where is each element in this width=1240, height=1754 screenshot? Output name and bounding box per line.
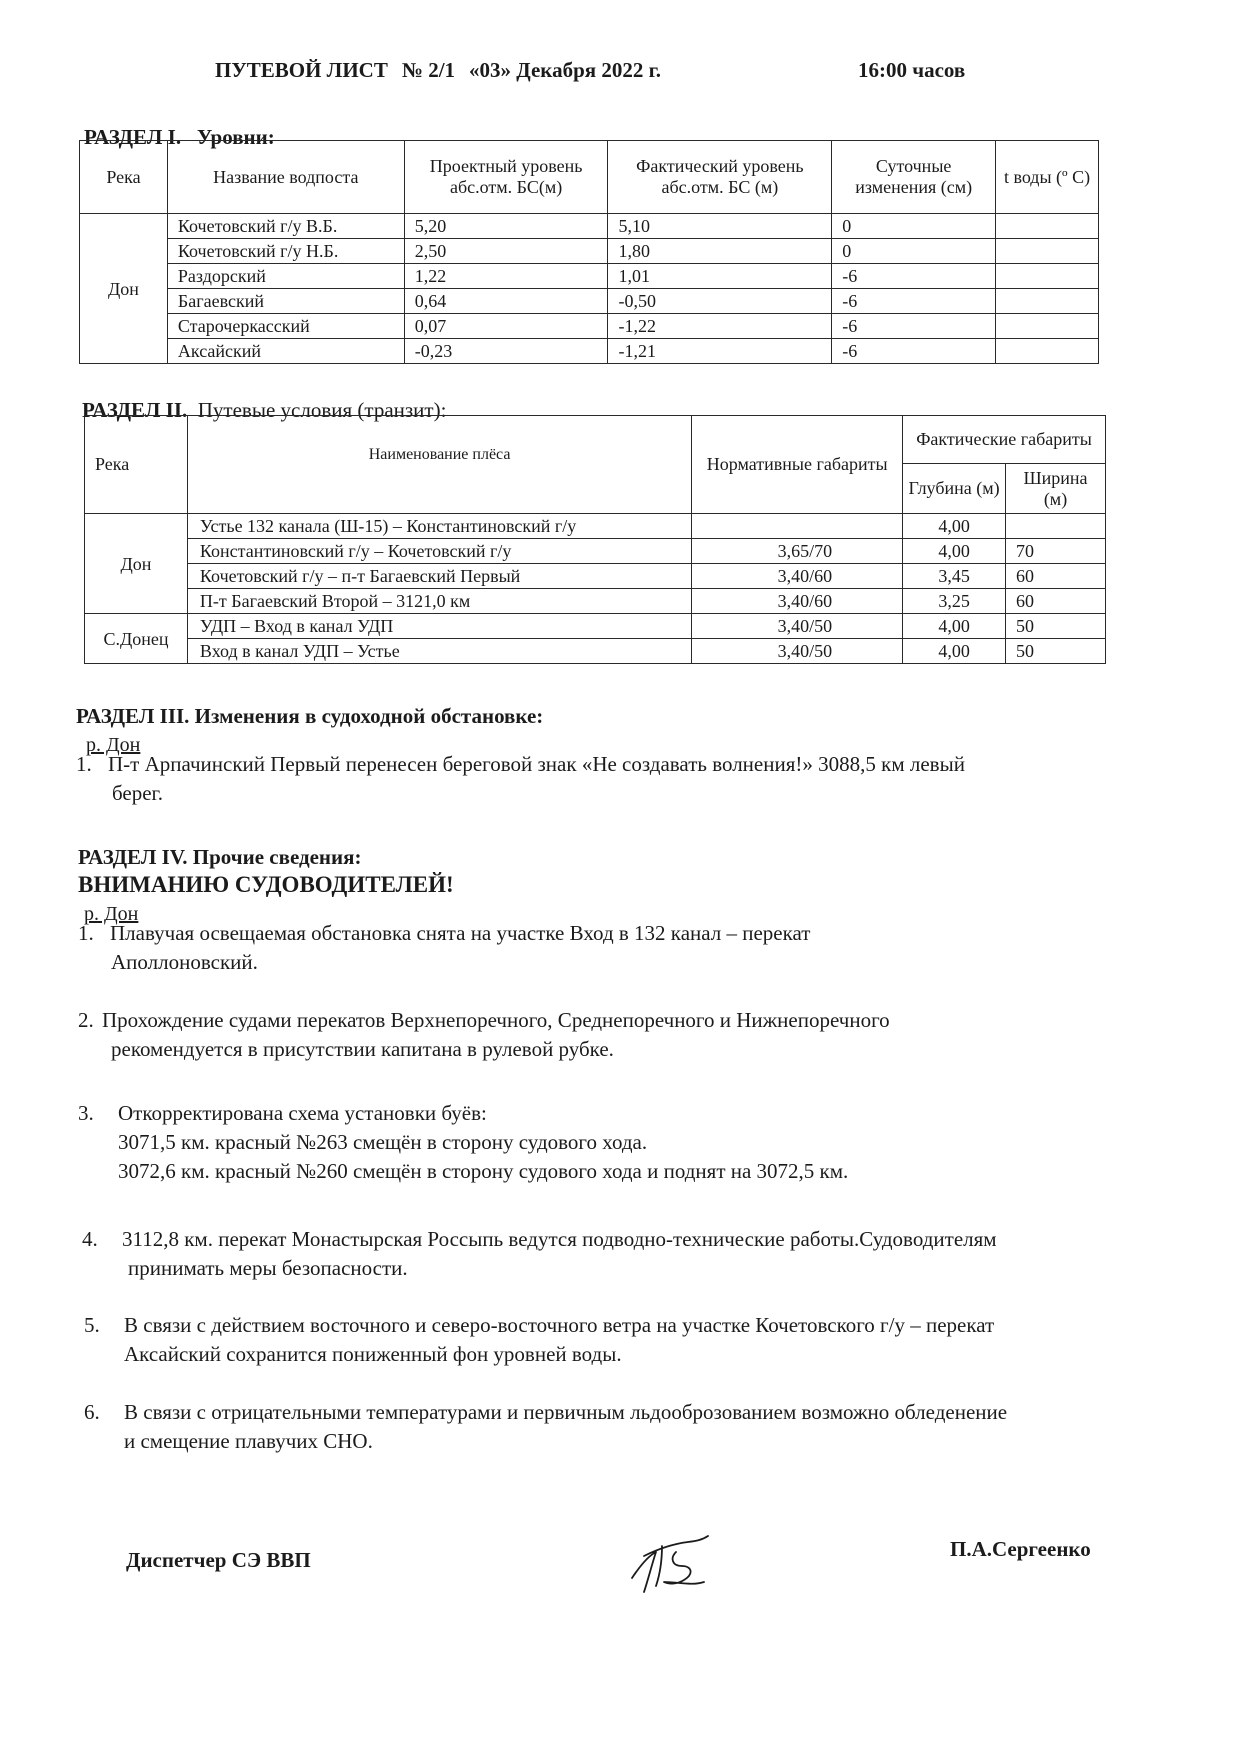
transit-table xyxy=(84,415,1106,664)
normative-cell: 3,40/60 xyxy=(692,564,903,589)
project-cell: 0,07 xyxy=(404,314,608,339)
temp-cell xyxy=(996,214,1099,239)
depth-cell: 4,00 xyxy=(903,514,1006,539)
sheet-time: 16:00 часов xyxy=(858,58,966,82)
change-cell: 0 xyxy=(832,239,996,264)
temp-cell xyxy=(996,314,1099,339)
item-text-cont: 3071,5 км. красный №263 смещён в сторону судового хода. xyxy=(118,1130,648,1154)
item-text: П-т Арпачинский Первый перенесен береговой знак «Не создавать волнения!» 3088,5 км левый xyxy=(108,752,965,776)
width-cell: 60 xyxy=(1006,564,1106,589)
section2-title: Путевые условия (транзит): xyxy=(197,398,447,422)
list-item xyxy=(78,919,1078,977)
normative-cell: 3,40/60 xyxy=(692,589,903,614)
project-cell: 0,64 xyxy=(404,289,608,314)
item-text-cont: Аполлоновский. xyxy=(111,950,258,974)
document-title xyxy=(215,58,661,83)
normative-cell xyxy=(692,514,903,539)
sheet-number: № 2/1 xyxy=(401,58,456,82)
item-number: 2. xyxy=(78,1008,94,1032)
levels-table xyxy=(79,140,1099,364)
item-text: Откорректирована схема установки буёв: xyxy=(118,1101,487,1125)
width-cell xyxy=(1006,514,1106,539)
temp-cell xyxy=(996,239,1099,264)
width-cell: 50 xyxy=(1006,614,1106,639)
post-cell: Старочеркасский xyxy=(167,314,404,339)
table-row xyxy=(80,314,1099,339)
table-row xyxy=(85,614,1106,639)
section1-label: РАЗДЕЛ I. xyxy=(84,125,182,149)
list-item xyxy=(84,1311,1204,1369)
depth-cell: 3,25 xyxy=(903,589,1006,614)
width-cell: 60 xyxy=(1006,589,1106,614)
depth-cell: 4,00 xyxy=(903,539,1006,564)
stretch-cell: П-т Багаевский Второй – 3121,0 км xyxy=(187,589,691,614)
table-row xyxy=(85,589,1106,614)
temp-cell xyxy=(996,289,1099,314)
section3-heading: РАЗДЕЛ III. Изменения в судоходной обстановке: xyxy=(76,704,544,728)
project-cell: 5,20 xyxy=(404,214,608,239)
project-cell: 2,50 xyxy=(404,239,608,264)
col-width: Ширина (м) xyxy=(1006,464,1106,514)
item-text: В связи с отрицательными температурами и первичным льдооброзованием возможно обледенение xyxy=(124,1400,1008,1424)
item-number: 1. xyxy=(76,752,92,776)
actual-cell: 1,80 xyxy=(608,239,832,264)
width-cell: 50 xyxy=(1006,639,1106,664)
levels-table-header xyxy=(80,141,1099,214)
change-cell: -6 xyxy=(832,314,996,339)
item-text-cont: берег. xyxy=(112,781,164,805)
sheet-date: «03» Декабря 2022 г. xyxy=(469,58,662,82)
project-cell: 1,22 xyxy=(404,264,608,289)
post-cell: Багаевский xyxy=(167,289,404,314)
width-cell: 70 xyxy=(1006,539,1106,564)
col-actual-level: Фактический уровень абс.отм. БС (м) xyxy=(608,141,832,214)
item-text: 3112,8 км. перекат Монастырская Россыпь ведутся подводно-технические работы.Судоводителям xyxy=(122,1227,997,1251)
normative-cell: 3,40/50 xyxy=(692,639,903,664)
river-cell: С.Донец xyxy=(85,614,188,664)
section1-title: Уровни: xyxy=(196,125,275,149)
change-cell: -6 xyxy=(832,339,996,364)
stretch-cell: Вход в канал УДП – Устье xyxy=(187,639,691,664)
stretch-cell: Константиновский г/у – Кочетовский г/у xyxy=(187,539,691,564)
stretch-cell: Кочетовский г/у – п-т Багаевский Первый xyxy=(187,564,691,589)
change-cell: 0 xyxy=(832,214,996,239)
section3-river: р. Дон xyxy=(86,734,141,756)
section2-label: РАЗДЕЛ II. xyxy=(82,398,188,422)
table-row xyxy=(85,514,1106,539)
actual-cell: 1,01 xyxy=(608,264,832,289)
river-cell: Дон xyxy=(85,514,188,614)
actual-cell: 5,10 xyxy=(608,214,832,239)
item-number: 6. xyxy=(84,1400,100,1424)
post-cell: Аксайский xyxy=(167,339,404,364)
post-cell: Кочетовский г/у В.Б. xyxy=(167,214,404,239)
item-text-cont: и смещение плавучих СНО. xyxy=(124,1429,373,1453)
stretch-cell: УДП – Вход в канал УДП xyxy=(187,614,691,639)
item-text-cont: рекомендуется в присутствии капитана в рулевой рубке. xyxy=(111,1037,614,1061)
item-number: 5. xyxy=(84,1313,100,1337)
item-text-cont: Аксайский сохранится пониженный фон уровней воды. xyxy=(124,1342,622,1366)
col-water-temp: t воды (º С) xyxy=(996,141,1099,214)
attention-heading: ВНИМАНИЮ СУДОВОДИТЕЛЕЙ! xyxy=(78,872,454,897)
table-row xyxy=(85,564,1106,589)
section4-river: р. Дон xyxy=(84,903,139,925)
col-river: Река xyxy=(85,416,188,514)
change-cell: -6 xyxy=(832,264,996,289)
col-stretch: Наименование плёса xyxy=(187,416,691,514)
stretch-cell: Устье 132 канала (Ш-15) – Константиновский г/у xyxy=(187,514,691,539)
table-row xyxy=(85,639,1106,664)
signer-name: П.А.Сергеенко xyxy=(950,1537,1091,1561)
col-project-level: Проектный уровень абс.отм. БС(м) xyxy=(404,141,608,214)
item-number: 4. xyxy=(82,1227,98,1251)
signer-position: Диспетчер СЭ ВВП xyxy=(126,1548,311,1572)
temp-cell xyxy=(996,339,1099,364)
list-item xyxy=(82,1225,1202,1283)
list-item xyxy=(78,1099,1138,1186)
col-daily-change: Суточные изменения (см) xyxy=(832,141,996,214)
list-item xyxy=(76,750,1186,808)
item-text-cont: 3072,6 км. красный №260 смещён в сторону судового хода и поднят на 3072,5 км. xyxy=(118,1159,849,1183)
actual-cell: -1,22 xyxy=(608,314,832,339)
col-post: Название водпоста xyxy=(167,141,404,214)
item-number: 1. xyxy=(78,921,94,945)
item-text: Прохождение судами перекатов Верхнепоречного, Среднепоречного и Нижнепоречного xyxy=(102,1008,890,1032)
item-number: 3. xyxy=(78,1101,94,1125)
list-item xyxy=(78,1006,1138,1064)
temp-cell xyxy=(996,264,1099,289)
col-normative: Нормативные габариты xyxy=(692,416,903,514)
normative-cell: 3,65/70 xyxy=(692,539,903,564)
actual-cell: -1,21 xyxy=(608,339,832,364)
actual-cell: -0,50 xyxy=(608,289,832,314)
signature-image xyxy=(622,1522,720,1602)
post-cell: Кочетовский г/у Н.Б. xyxy=(167,239,404,264)
post-cell: Раздорский xyxy=(167,264,404,289)
col-actual-dims: Фактические габариты xyxy=(903,416,1106,464)
depth-cell: 3,45 xyxy=(903,564,1006,589)
table-row xyxy=(80,339,1099,364)
title-text: ПУТЕВОЙ ЛИСТ xyxy=(215,58,388,82)
table-row xyxy=(80,289,1099,314)
col-river: Река xyxy=(80,141,168,214)
item-text-cont: принимать меры безопасности. xyxy=(128,1256,408,1280)
item-text: Плавучая освещаемая обстановка снята на участке Вход в 132 канал – перекат xyxy=(110,921,811,945)
table-row xyxy=(80,239,1099,264)
list-item xyxy=(84,1398,1214,1456)
depth-cell: 4,00 xyxy=(903,639,1006,664)
table-row xyxy=(85,539,1106,564)
table-row xyxy=(80,264,1099,289)
normative-cell: 3,40/50 xyxy=(692,614,903,639)
depth-cell: 4,00 xyxy=(903,614,1006,639)
section4-heading: РАЗДЕЛ IV. Прочие сведения: xyxy=(78,845,362,869)
item-text: В связи с действием восточного и северо-восточного ветра на участке Кочетовского г/у – перекат xyxy=(124,1313,995,1337)
col-depth: Глубина (м) xyxy=(903,464,1006,514)
project-cell: -0,23 xyxy=(404,339,608,364)
river-cell: Дон xyxy=(80,214,168,364)
change-cell: -6 xyxy=(832,289,996,314)
table-row xyxy=(80,214,1099,239)
